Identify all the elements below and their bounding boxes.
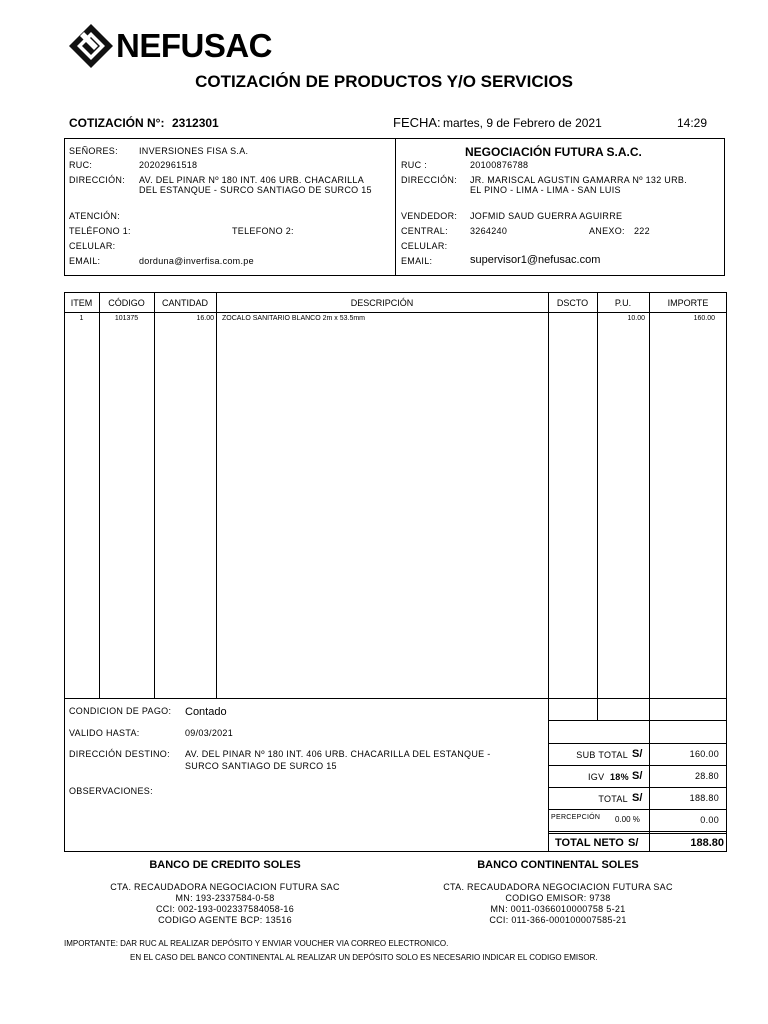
row-codigo: 101375 xyxy=(114,315,139,322)
igv-label: IGV xyxy=(588,772,605,782)
company-ruc-label: RUC : xyxy=(401,160,427,170)
igv-value: 28.80 xyxy=(694,771,719,781)
bank-bcp-line1: CTA. RECAUDADORA NEGOCIACION FUTURA SAC xyxy=(110,882,340,892)
observations-label: OBSERVACIONES: xyxy=(69,786,153,796)
net-total-currency: S/ xyxy=(628,837,639,849)
quote-number-label: COTIZACIÓN N°: xyxy=(69,116,165,130)
company-address-label: DIRECCIÓN: xyxy=(401,175,458,185)
row-importe: 160.00 xyxy=(693,315,715,322)
bank-continental-line3: MN: 0011-0366010000758 5-21 xyxy=(490,904,626,914)
client-address-line2: DEL ESTANQUE - SURCO SANTIAGO DE SURCO 15 xyxy=(139,185,372,195)
client-phone2-label: TELEFONO 2: xyxy=(232,226,294,236)
quote-time: 14:29 xyxy=(677,116,708,130)
bank-continental-line4: CCI: 011-366-000100007585-21 xyxy=(489,915,627,925)
bank-continental-line1: CTA. RECAUDADORA NEGOCIACION FUTURA SAC xyxy=(443,882,673,892)
client-attention-label: ATENCIÓN: xyxy=(69,211,121,221)
perception-label: PERCEPCIÓN xyxy=(551,814,601,821)
nefusac-logo-icon xyxy=(68,23,114,69)
col-importe-header: IMPORTE xyxy=(667,298,709,308)
col-pu-header: P.U. xyxy=(614,298,632,308)
bank-bcp-line3: CCI: 002-193-002337584058-16 xyxy=(156,904,294,914)
row-cantidad: 16.00 xyxy=(196,315,214,322)
col-item-header: ITEM xyxy=(70,298,93,308)
client-address-line1: AV. DEL PINAR Nº 180 INT. 406 URB. CHACARILLA xyxy=(139,175,365,185)
company-email: supervisor1@nefusac.com xyxy=(470,254,601,266)
quote-date: martes, 9 de Febrero de 2021 xyxy=(443,116,602,130)
client-phone1-label: TELÉFONO 1: xyxy=(69,226,131,236)
client-ruc-label: RUC: xyxy=(69,160,93,170)
payment-condition-label: CONDICION DE PAGO: xyxy=(69,706,172,716)
net-total-label: TOTAL NETO xyxy=(555,837,624,849)
company-mobile-label: CELULAR: xyxy=(401,241,448,251)
bank-bcp-title: BANCO DE CREDITO SOLES xyxy=(149,859,301,871)
igv-currency: S/ xyxy=(632,770,643,782)
destination-line1: AV. DEL PINAR Nº 180 INT. 406 URB. CHACARILLA DEL ESTANQUE - xyxy=(185,749,491,759)
col-dscto-header: DSCTO xyxy=(556,298,589,308)
bank-continental-title: BANCO CONTINENTAL SOLES xyxy=(477,859,639,871)
total-currency: S/ xyxy=(632,792,643,804)
igv-percent: 18% xyxy=(610,772,629,782)
destination-line2: SURCO SANTIAGO DE SURCO 15 xyxy=(185,761,337,771)
row-pu: 10.00 xyxy=(627,315,645,322)
col-cantidad-header: CANTIDAD xyxy=(161,298,208,308)
continental-note: EN EL CASO DEL BANCO CONTINENTAL AL REALIZAR UN DEPÓSITO SOLO ES NECESARIO INDICAR EL CODIGO EMISOR. xyxy=(130,953,598,962)
date-label: FECHA: xyxy=(393,115,441,130)
perception-percent: 0.00 % xyxy=(615,815,640,824)
company-name: NEGOCIACIÓN FUTURA S.A.C. xyxy=(465,145,642,159)
items-table xyxy=(64,292,727,852)
company-central: 3264240 xyxy=(470,226,508,236)
col-codigo-header: CÓDIGO xyxy=(108,298,145,308)
client-senores-label: SEÑORES: xyxy=(69,146,118,156)
client-mobile-label: CELULAR: xyxy=(69,241,116,251)
perception-value: 0.00 xyxy=(700,815,719,825)
company-central-label: CENTRAL: xyxy=(401,226,448,236)
brand-name: NEFUSAC xyxy=(116,27,273,64)
bank-bcp-line4: CODIGO AGENTE BCP: 13516 xyxy=(158,915,292,925)
total-value: 188.80 xyxy=(689,793,719,803)
bank-bcp-line2: MN: 193-2337584-0-58 xyxy=(175,893,275,903)
net-total-value: 188.80 xyxy=(690,837,724,849)
company-seller-label: VENDEDOR: xyxy=(401,211,458,221)
destination-label: DIRECCIÓN DESTINO: xyxy=(69,749,170,759)
company-seller: JOFMID SAUD GUERRA AGUIRRE xyxy=(470,211,623,221)
client-address-label: DIRECCIÓN: xyxy=(69,175,126,185)
company-anexo: 222 xyxy=(634,226,650,236)
subtotal-currency: S/ xyxy=(632,748,643,760)
company-ruc: 20100876788 xyxy=(470,160,529,170)
client-ruc: 20202961518 xyxy=(139,160,198,170)
client-email-label: EMAIL: xyxy=(69,256,101,266)
company-address-line2: EL PINO - LIMA - LIMA - SAN LUIS xyxy=(470,185,621,195)
valid-until-label: VALIDO HASTA: xyxy=(69,728,140,738)
company-address-line1: JR. MARISCAL AGUSTIN GAMARRA Nº 132 URB. xyxy=(470,175,687,185)
important-note: IMPORTANTE: DAR RUC AL REALIZAR DEPÓSITO Y ENVIAR VOUCHER VIA CORREO ELECTRONICO. xyxy=(64,939,449,948)
client-email: dorduna@inverfisa.com.pe xyxy=(139,256,254,266)
row-item: 1 xyxy=(79,315,84,322)
payment-condition: Contado xyxy=(185,706,227,718)
company-anexo-label: ANEXO: xyxy=(589,226,625,236)
subtotal-value: 160.00 xyxy=(689,749,719,759)
quote-number: 2312301 xyxy=(172,116,219,130)
col-descripcion-header: DESCRIPCIÓN xyxy=(350,298,414,308)
bank-continental-line2: CODIGO EMISOR: 9738 xyxy=(505,893,611,903)
row-descripcion: ZOCALO SANITARIO BLANCO 2m x 53.5mm xyxy=(222,315,366,322)
client-name: INVERSIONES FISA S.A. xyxy=(139,146,249,156)
company-email-label: EMAIL: xyxy=(401,256,433,266)
valid-until: 09/03/2021 xyxy=(185,728,234,738)
total-label: TOTAL xyxy=(598,794,628,804)
subtotal-label: SUB TOTAL xyxy=(576,750,628,760)
page-title: COTIZACIÓN DE PRODUCTOS Y/O SERVICIOS xyxy=(195,72,573,91)
